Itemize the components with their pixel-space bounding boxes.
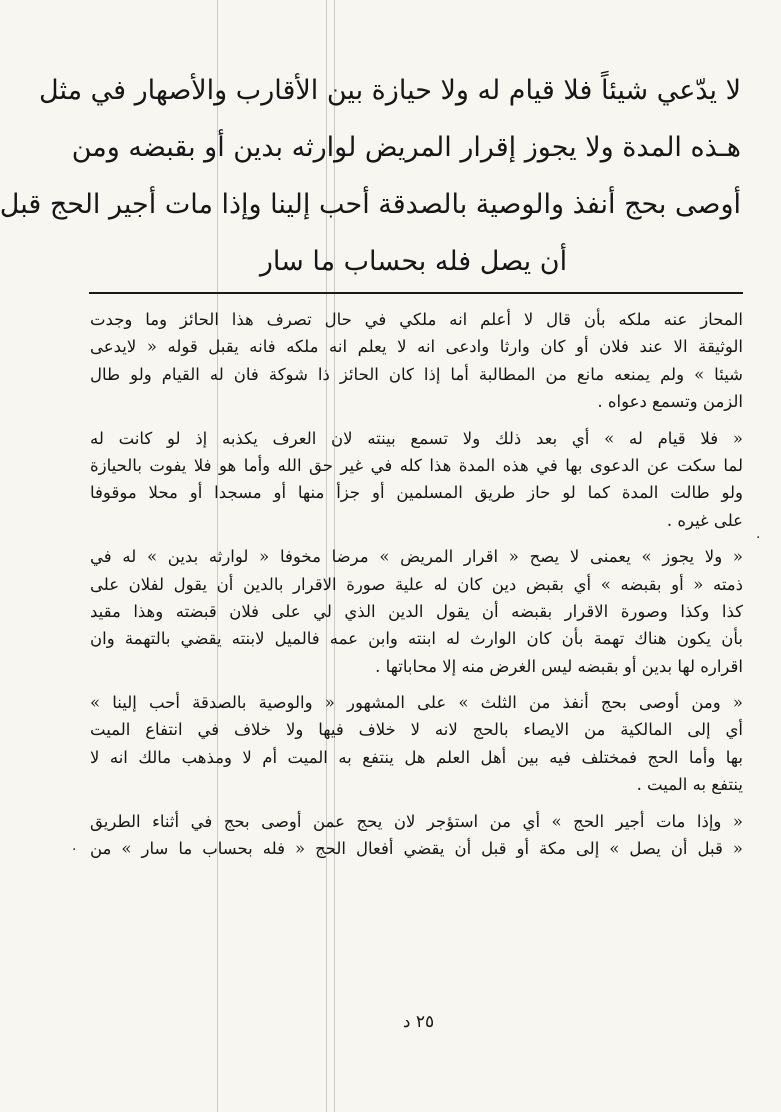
commentary-line: أي إلى المالكية من الايصاء بالحج لانه لا خلاف فيها ولا خلاف في انتفاع الميت	[90, 720, 743, 740]
commentary-line: كذا وكذا وصورة الاقرار بقبضه أن يقول الدين الذي لي على فلان قبضته وهذا مقيد	[90, 601, 743, 621]
commentary-line: ذمته « أو بقبضه » أي بقبض دين كان له علية صورة الاقرار بالدين أن يقول لفلان على	[90, 574, 743, 594]
commentary-paragraph	[90, 306, 743, 416]
commentary-paragraph	[90, 808, 743, 863]
page-number: ٢٥ د	[402, 1012, 435, 1032]
commentary-paragraph	[90, 425, 743, 535]
margin-dot: ·	[756, 530, 761, 546]
commentary-line: اقراره لها بدين أو بقبضه ليس الغرض منه إلا محاباتها .	[375, 656, 743, 676]
commentary-line: لما سكت عن الدعوى بها في هذه المدة هذا كله في غير حق الله وأما هو فلا يفوت بالحيازة	[90, 455, 743, 475]
commentary-line: الزمن وتسمع دعواه .	[597, 392, 743, 412]
commentary-paragraph	[90, 543, 743, 680]
separator-rule	[89, 292, 743, 294]
commentary-line: الوثيقة الا عند فلان أو كان وارثا وادعى انه لا يعلم انه ملكه فانه يقبل قوله « لايدعى	[90, 337, 743, 357]
commentary-line: ينتفع به الميت .	[636, 775, 743, 795]
commentary-line: المحاز عنه ملكه بأن قال لا أعلم انه ملكي في حال تصرف هذا الحائز وما وجدت	[90, 310, 743, 329]
commentary-line: « ومن أوصى بحج أنفذ من الثلث » على المشهور « والوصية بالصدقة أحب إلينا »	[90, 693, 743, 713]
commentary-line: « وإذا مات أجير الحج » أي من استؤجر لان يحج عمن أوصى بحج في أثناء الطريق	[90, 811, 743, 831]
commentary-paragraph	[90, 689, 743, 799]
commentary-line: « ولا يجوز » يعمنى لا يصح « اقرار المريض » مرضا مخوفا « لوارثه بدين » له في	[90, 547, 743, 567]
commentary-line: « قبل أن يصل » إلى مكة أو قبل أن يقضي أفعال الحج « فله بحساب ما سار » من	[90, 839, 743, 859]
main-text-line: لا يدّعي شيئاً فلا قيام له ولا حيازة بين الأقارب والأصهار في مثل	[39, 75, 741, 106]
margin-dot: ·	[72, 842, 77, 858]
main-text	[0, 62, 741, 290]
main-text-line: هـذه المدة ولا يجوز إقرار المريض لوارثه بدين أو بقبضه ومن	[71, 132, 741, 163]
commentary-line: ولو طالت المدة كما لو حاز طريق المسلمين أو جزأ منها أو مسجدا أو محلا موقوفا	[90, 483, 743, 503]
main-text-line: أن يصل فله بحساب ما سار	[259, 246, 568, 277]
commentary-line: شيئا » ولم يمنعه مانع من المطالبة أما إذا كان الحائز ذا شوكة فان له القيام ولو طال	[90, 364, 743, 384]
commentary	[90, 306, 743, 871]
commentary-line: بأن يكون هناك تهمة بأن كان الوارث له ابنته وابن عمه فالميل لابنته يقضي بالتهمة وان	[90, 629, 743, 649]
commentary-line: « فلا قيام له » أي بعد ذلك ولا تسمع بينته لان العرف يكذبه إذ لو كانت له	[90, 428, 743, 448]
commentary-line: بها وأما الحج فمختلف فيه بين أهل العلم هل ينتفع به الميت أم لا ومذهب مالك انه لا	[90, 747, 743, 767]
main-text-line: أوصى بحج أنفذ والوصية بالصدقة أحب إلينا وإذا مات أجير الحج قبل	[0, 189, 741, 220]
commentary-line: على غيره .	[666, 510, 743, 530]
